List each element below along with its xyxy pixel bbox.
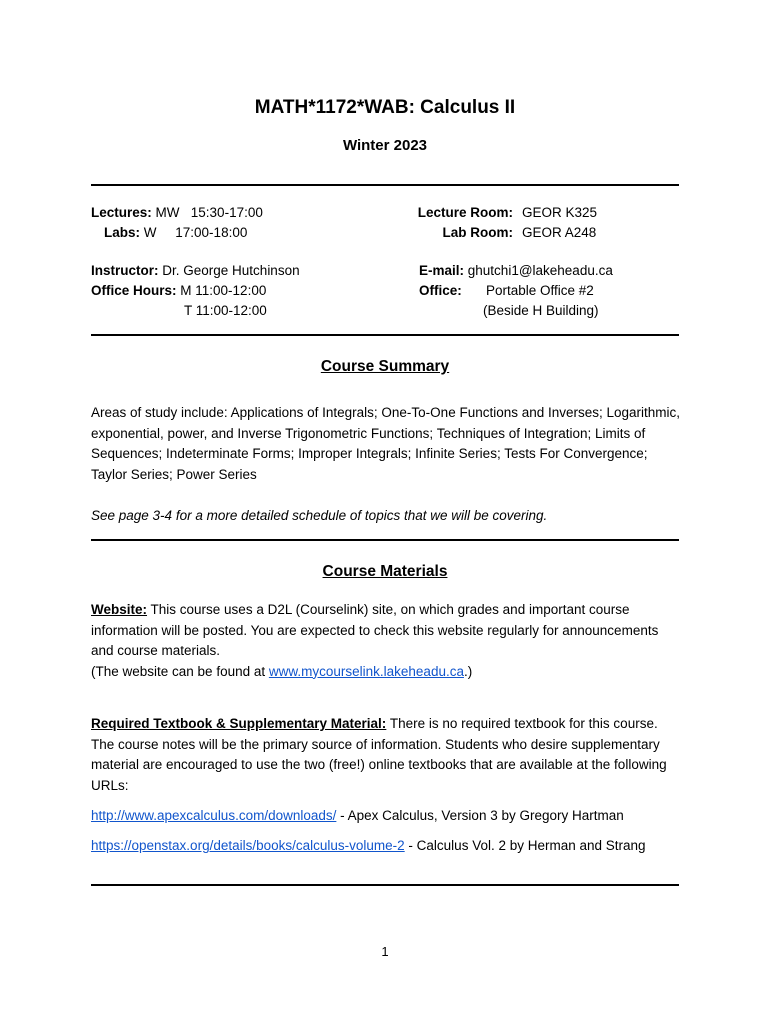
course-term: Winter 2023 bbox=[342, 137, 428, 154]
website-found-prefix: (The website can be found at bbox=[91, 663, 269, 679]
course-title: MATH*1172*WAB: Calculus II bbox=[254, 97, 516, 118]
office-value-1: Portable Office #2 bbox=[486, 283, 594, 298]
website-text: This course uses a D2L (Courselink) site, on which grades and important course information will be posted. You are expected to check this website regularly for announcements and course materials. bbox=[91, 602, 659, 658]
office-hours-1: M 11:00-12:00 bbox=[180, 283, 267, 298]
lectures-value: MW 15:30-17:00 bbox=[155, 205, 263, 220]
lecture-room-value: GEOR K325 bbox=[522, 205, 598, 220]
instructor-line bbox=[91, 263, 300, 278]
textbook-text: There is no required textbook for this course. The course notes will be the primary source of information. Students who desire supplementary material are encouraged to use the two (free!) online textbooks that are available at the following URLs: bbox=[91, 716, 667, 793]
lab-room-value: GEOR A248 bbox=[522, 225, 597, 240]
divider bbox=[91, 884, 679, 886]
instructor-value: Dr. George Hutchinson bbox=[162, 263, 300, 278]
divider bbox=[91, 334, 679, 336]
instructor-label: Instructor: bbox=[91, 263, 159, 278]
materials-heading: Course Materials bbox=[322, 563, 448, 580]
page-number: 1 bbox=[381, 944, 389, 959]
apex-calculus-link[interactable]: http://www.apexcalculus.com/downloads/ bbox=[91, 808, 337, 823]
courselink-link[interactable]: www.mycourselink.lakeheadu.ca bbox=[268, 663, 464, 679]
lab-room-label: Lab Room: bbox=[442, 225, 513, 240]
textbook-paragraph bbox=[91, 714, 681, 796]
office-value-2: (Beside H Building) bbox=[483, 303, 599, 318]
lectures-label: Lectures: bbox=[91, 205, 152, 220]
website-label: Website: bbox=[91, 602, 148, 617]
link1-line bbox=[91, 808, 624, 823]
office-label: Office: bbox=[419, 283, 462, 298]
email-label: E-mail: bbox=[419, 263, 465, 278]
summary-heading: Course Summary bbox=[320, 358, 450, 375]
labs-value: W 17:00-18:00 bbox=[143, 225, 248, 240]
labs-line bbox=[104, 225, 247, 240]
website-found-suffix: .) bbox=[463, 663, 473, 679]
divider bbox=[91, 539, 679, 541]
summary-text: Areas of study include: Applications of Integrals; One-To-One Functions and Inverses; Logarithmic, exponential, power, and Inverse Trigonometric Functions; Techniques of Integration; Limits of Sequences; Indeterminate Forms; Improper Integrals; Infinite Series; Tests For Convergence; Taylor Series; Power Series bbox=[91, 405, 681, 482]
office-hours-2: T 11:00-12:00 bbox=[184, 303, 267, 318]
link1-description: - Apex Calculus, Version 3 by Gregory Hartman bbox=[336, 808, 624, 823]
lectures-line bbox=[91, 205, 263, 220]
email-value: ghutchi1@lakeheadu.ca bbox=[467, 263, 613, 278]
divider bbox=[91, 184, 679, 186]
office-hours-label: Office Hours: bbox=[91, 283, 177, 298]
openstax-link[interactable]: https://openstax.org/details/books/calculus-volume-2 bbox=[91, 838, 405, 853]
website-paragraph bbox=[91, 600, 681, 682]
office-hours-line bbox=[91, 283, 266, 298]
link2-description: - Calculus Vol. 2 by Herman and Strang bbox=[404, 838, 646, 853]
lecture-room-label: Lecture Room: bbox=[417, 205, 513, 220]
link2-line bbox=[91, 838, 646, 853]
textbook-label: Required Textbook & Supplementary Material: bbox=[91, 716, 387, 731]
email-line bbox=[419, 263, 613, 278]
labs-label: Labs: bbox=[104, 225, 141, 240]
summary-note: See page 3-4 for a more detailed schedule of topics that we will be covering. bbox=[91, 508, 548, 523]
